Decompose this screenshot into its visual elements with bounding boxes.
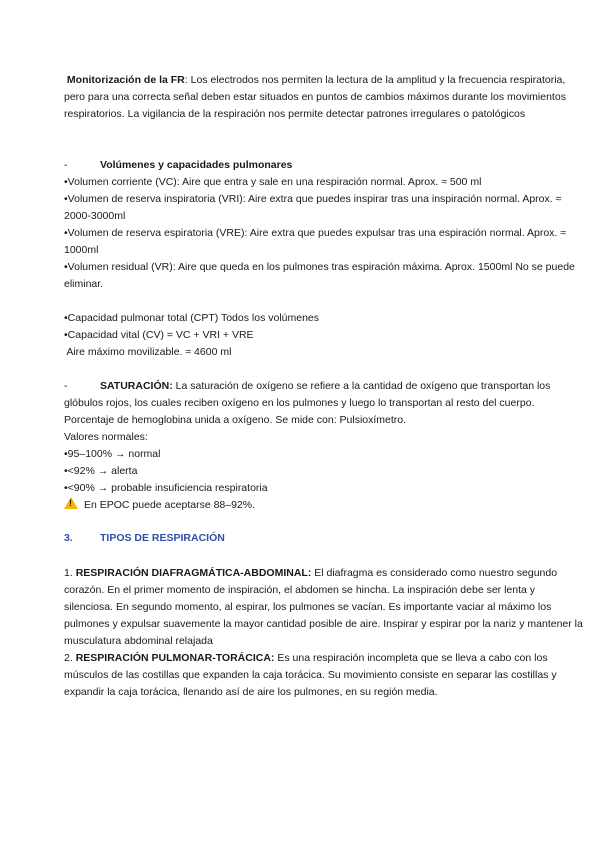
epoc-warning: En EPOC puede aceptarse 88–92%. — [84, 499, 256, 511]
type-diaphragmatic: 1. RESPIRACIÓN DIAFRAGMÁTICA-ABDOMINAL: El diafragma es considerado como nuestro segundo corazón. En el primer momento de inspiración, el abdomen se hincha. La inspiración debe ser lenta y silenciosa. En segundo momento, al espirar, los pulmones se vacían. Es importante vaciar al máximo los pulmones y expulsar suavemente la mayor cantidad posible de aire. Inspirar y espirar por la nariz y mantener la musculatura abdominal relajada — [64, 567, 583, 647]
section-3-heading — [64, 530, 584, 547]
type-thoracic-label: RESPIRACIÓN PULMONAR-TORÁCICA: — [75, 652, 275, 664]
volumes-section — [64, 157, 584, 293]
type-thoracic: 2. RESPIRACIÓN PULMONAR-TORÁCICA: Es una respiración incompleta que se lleva a cabo con los músculos de las costillas que expanden la caja torácica. Su movimiento consiste en separar las costillas y expandir la caja torácica, llenando así de aire los pulmones, en su región media. — [64, 652, 557, 698]
value-insufficiency: •<90% → probable insuficiencia respiratoria — [64, 482, 268, 494]
type-diaphragmatic-label: RESPIRACIÓN DIAFRAGMÁTICA-ABDOMINAL: — [75, 567, 312, 579]
saturation-text: La saturación de oxígeno se refiere a la cantidad de oxígeno que transportan los glóbulos rojos, los cuales reciben oxígeno en los pulmones y luego lo transportan al resto del cuerpo. — [64, 380, 551, 409]
monitoring-label: Monitorización de la FR — [66, 74, 185, 86]
volume-item-vc: •Volumen corriente (VC): Aire que entra y sale en una respiración normal. Aprox. ≈ 500 ml — [64, 176, 482, 188]
saturation-line2: Porcentaje de hemoglobina unida a oxígeno. Se mide con: Pulsioxímetro. — [64, 414, 407, 426]
capacities-section — [64, 310, 584, 361]
saturation-section — [64, 378, 584, 514]
volumes-dash: - — [64, 159, 68, 171]
breathing-types — [64, 565, 584, 701]
volume-item-vre: •Volumen de reserva espiratoria (VRE): Aire extra que puedes expulsar tras una espiración normal. Aprox. ≈ 1000ml — [64, 227, 567, 256]
monitoring-paragraph — [64, 72, 584, 123]
type-thoracic-text: Es una respiración incompleta que se lleva a cabo con los músculos de las costillas que expanden la caja torácica. Su movimiento consiste en separar las costillas y expandir la caja torácica, llenando así de aire los pulmones, en su región media. — [64, 652, 557, 698]
monitoring-text: : Los electrodos nos permiten la lectura de la amplitud y la frecuencia respiratoria, pero para una correcta señal deben estar situados en puntos de cambios máximos durante los movimientos respiratorios. La vigilancia de la respiración nos permite detectar patrones irregulares o patológicos — [64, 74, 566, 120]
value-alert: •<92% → alerta — [64, 465, 138, 477]
warning-icon — [64, 497, 78, 509]
type-diaphragmatic-text: El diafragma es considerado como nuestro segundo corazón. En el primer momento de inspiración, el abdomen se hincha. La inspiración debe ser lenta y silenciosa. En segundo momento, al espirar, los pulmones se vacían. Es importante vaciar al máximo los pulmones y expulsar suavemente la mayor cantidad posible de aire. Inspirar y espirar por la nariz y mantener la musculatura abdominal relajada — [64, 567, 583, 647]
capacity-item-max: Aire máximo movilizable. ≈ 4600 ml — [64, 346, 232, 358]
capacity-item-cpt: •Capacidad pulmonar total (CPT) Todos los volúmenes — [64, 312, 320, 324]
saturation-dash: - — [64, 380, 68, 392]
section-3-number: 3. — [64, 532, 73, 544]
normal-values-title: Valores normales: — [64, 431, 148, 443]
section-3-title: TIPOS DE RESPIRACIÓN — [100, 532, 225, 544]
volumes-title: Volúmenes y capacidades pulmonares — [100, 159, 293, 171]
volume-item-vri: •Volumen de reserva inspiratoria (VRI): Aire extra que puedes inspirar tras una inspiración normal. Aprox. ≈ 2000-3000ml — [64, 193, 562, 222]
capacity-item-cv: •Capacidad vital (CV) = VC + VRI + VRE — [64, 329, 254, 341]
saturation-label: SATURACIÓN: — [100, 380, 173, 392]
volume-item-vr: •Volumen residual (VR): Aire que queda en los pulmones tras espiración máxima. Aprox. 1500ml No se puede eliminar. — [64, 261, 575, 290]
value-normal: •95–100% → normal — [64, 448, 161, 460]
